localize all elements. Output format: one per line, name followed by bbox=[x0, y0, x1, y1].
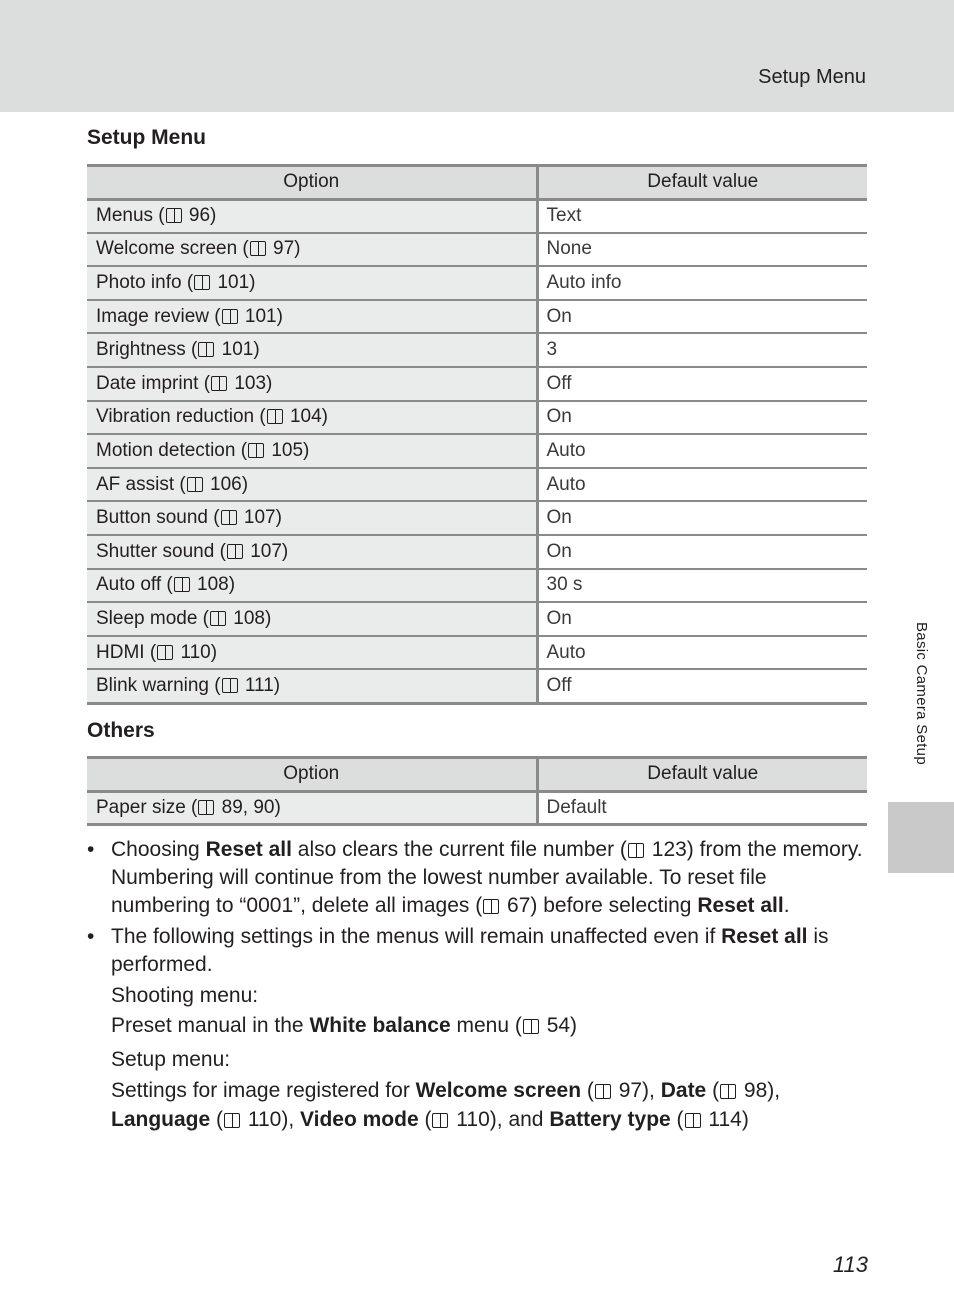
book-icon bbox=[210, 611, 226, 626]
table-row bbox=[87, 791, 867, 825]
page-reference: 108) bbox=[233, 608, 272, 630]
table-row bbox=[87, 300, 867, 334]
table-row bbox=[87, 636, 867, 670]
option-label: Shutter sound ( bbox=[96, 540, 226, 562]
welcome-screen-term: Welcome screen bbox=[415, 1079, 582, 1102]
book-icon bbox=[224, 1113, 240, 1128]
book-icon bbox=[222, 309, 238, 324]
option-label: Welcome screen ( bbox=[96, 238, 249, 260]
book-icon bbox=[483, 899, 499, 914]
book-icon bbox=[174, 577, 190, 592]
note-text: Choosing bbox=[111, 838, 206, 861]
table-row bbox=[87, 501, 867, 535]
option-cell bbox=[87, 300, 537, 334]
note-unaffected-settings bbox=[87, 923, 867, 979]
book-icon bbox=[198, 342, 214, 357]
default-value-cell: 30 s bbox=[537, 569, 867, 603]
page-reference: 97) bbox=[273, 238, 301, 260]
option-cell bbox=[87, 401, 537, 435]
option-cell bbox=[87, 602, 537, 636]
default-value-cell: Auto info bbox=[537, 266, 867, 300]
book-icon bbox=[523, 1019, 539, 1034]
book-icon bbox=[157, 645, 173, 660]
side-tab-marker bbox=[888, 802, 954, 873]
book-icon bbox=[267, 409, 283, 424]
option-label: AF assist ( bbox=[96, 473, 186, 495]
bullet: • bbox=[87, 838, 95, 861]
table-row bbox=[87, 199, 867, 233]
table-row bbox=[87, 401, 867, 435]
page-reference: 96) bbox=[188, 205, 217, 227]
book-icon bbox=[222, 678, 238, 693]
note-text: also clears the current file number ( bbox=[291, 838, 627, 861]
table-row bbox=[87, 468, 867, 502]
note-text: is performed. bbox=[111, 925, 829, 976]
page-reference: 101) bbox=[244, 305, 283, 327]
note-text: 67) before selecting bbox=[501, 894, 698, 917]
default-value-cell: On bbox=[537, 501, 867, 535]
column-header-option: Option bbox=[87, 166, 537, 200]
book-icon bbox=[248, 443, 264, 458]
default-value-cell: Off bbox=[537, 669, 867, 703]
option-label: Date imprint ( bbox=[96, 372, 211, 394]
option-cell bbox=[87, 434, 537, 468]
book-icon bbox=[187, 477, 203, 492]
option-label: Photo info ( bbox=[96, 272, 194, 294]
page-number: 113 bbox=[832, 1252, 868, 1277]
option-cell bbox=[87, 333, 537, 367]
default-value-cell: On bbox=[537, 401, 867, 435]
option-cell bbox=[87, 266, 537, 300]
setup-menu-note bbox=[87, 1046, 867, 1134]
option-label: HDMI ( bbox=[96, 641, 157, 663]
option-cell bbox=[87, 367, 537, 401]
table-header-row bbox=[87, 758, 867, 792]
battery-type-term: Battery type bbox=[549, 1108, 671, 1131]
video-mode-term: Video mode bbox=[300, 1108, 419, 1131]
option-cell bbox=[87, 468, 537, 502]
option-label: Motion detection ( bbox=[96, 440, 248, 462]
note-text: ( bbox=[670, 1108, 684, 1131]
option-cell bbox=[87, 535, 537, 569]
note-text: Preset manual in the bbox=[111, 1014, 310, 1037]
default-value-cell: Text bbox=[537, 199, 867, 233]
book-icon bbox=[720, 1084, 736, 1099]
book-icon bbox=[198, 800, 214, 815]
book-icon bbox=[221, 510, 237, 525]
option-label: Blink warning ( bbox=[96, 674, 221, 696]
option-cell bbox=[87, 669, 537, 703]
reset-all-term: Reset all bbox=[205, 838, 292, 861]
default-value-cell: On bbox=[537, 602, 867, 636]
option-label: Vibration reduction ( bbox=[96, 406, 266, 428]
page-reference: 101) bbox=[217, 272, 256, 294]
table-row bbox=[87, 333, 867, 367]
column-header-default-value: Default value bbox=[537, 758, 867, 792]
option-label: Button sound ( bbox=[96, 507, 220, 529]
note-text: ( bbox=[418, 1108, 432, 1131]
default-value-cell: Auto bbox=[537, 434, 867, 468]
note-text: ( bbox=[210, 1108, 224, 1131]
option-cell bbox=[87, 501, 537, 535]
book-icon bbox=[194, 275, 210, 290]
option-label: Auto off ( bbox=[96, 574, 173, 596]
default-value-cell: On bbox=[537, 535, 867, 569]
note-text: 110), and bbox=[450, 1108, 550, 1131]
setup-menu-table bbox=[87, 164, 867, 705]
note-text: menu ( bbox=[450, 1014, 522, 1037]
column-header-default-value: Default value bbox=[537, 166, 867, 200]
note-text: Settings for image registered for bbox=[111, 1079, 416, 1102]
book-icon bbox=[595, 1084, 611, 1099]
option-label: Sleep mode ( bbox=[96, 608, 210, 630]
default-value-cell: None bbox=[537, 233, 867, 267]
book-icon bbox=[227, 544, 243, 559]
note-reset-file-number bbox=[87, 836, 867, 920]
others-section-title: Others bbox=[87, 719, 155, 742]
header-title: Setup Menu bbox=[758, 66, 866, 88]
book-icon bbox=[166, 208, 182, 223]
default-value-cell: Auto bbox=[537, 468, 867, 502]
page-reference: 103) bbox=[234, 372, 273, 394]
option-cell bbox=[87, 233, 537, 267]
shooting-menu-note bbox=[87, 982, 867, 1040]
table-row bbox=[87, 367, 867, 401]
reset-all-term: Reset all bbox=[697, 894, 784, 917]
note-text: ( bbox=[706, 1079, 720, 1102]
setup-menu-detail bbox=[111, 1076, 867, 1134]
side-tab-label: Basic Camera Setup bbox=[913, 622, 930, 765]
option-cell bbox=[87, 636, 537, 670]
shooting-menu-detail bbox=[111, 1012, 867, 1040]
notes bbox=[87, 836, 867, 1134]
page-reference: 105) bbox=[271, 440, 310, 462]
default-value-cell: 3 bbox=[537, 333, 867, 367]
option-label: Image review ( bbox=[96, 305, 221, 327]
page-reference: 108) bbox=[197, 574, 236, 596]
table-row bbox=[87, 434, 867, 468]
language-term: Language bbox=[111, 1108, 211, 1131]
setup-section-title: Setup Menu bbox=[87, 126, 206, 149]
option-cell bbox=[87, 199, 537, 233]
note-text: 114) bbox=[702, 1108, 749, 1131]
option-label: Menus ( bbox=[96, 205, 165, 227]
page-reference: 111) bbox=[244, 674, 281, 696]
table-row bbox=[87, 602, 867, 636]
white-balance-term: White balance bbox=[309, 1014, 451, 1037]
page-reference: 104) bbox=[289, 406, 329, 428]
note-text: 97), bbox=[612, 1079, 661, 1102]
table-row bbox=[87, 569, 867, 603]
note-text: 110), bbox=[242, 1108, 300, 1131]
page-reference: 89, 90) bbox=[221, 796, 281, 818]
book-icon bbox=[628, 843, 644, 858]
note-text: . bbox=[783, 894, 790, 917]
table-row bbox=[87, 233, 867, 267]
others-table bbox=[87, 756, 867, 826]
option-label: Paper size ( bbox=[96, 796, 198, 818]
book-icon bbox=[250, 241, 266, 256]
column-header-option: Option bbox=[87, 758, 537, 792]
setup-menu-heading: Setup menu: bbox=[111, 1048, 231, 1071]
default-value-cell: Default bbox=[537, 791, 867, 825]
default-value-cell: Auto bbox=[537, 636, 867, 670]
table-header-row bbox=[87, 166, 867, 200]
page-reference: 101) bbox=[221, 339, 260, 361]
note-text: The following settings in the menus will remain unaffected even if bbox=[111, 925, 722, 948]
reset-all-term: Reset all bbox=[721, 925, 808, 948]
option-cell bbox=[87, 569, 537, 603]
book-icon bbox=[685, 1113, 701, 1128]
page-reference: 107) bbox=[250, 540, 289, 562]
table-row bbox=[87, 669, 867, 703]
shooting-menu-heading: Shooting menu: bbox=[111, 984, 259, 1007]
book-icon bbox=[211, 376, 227, 391]
option-label: Brightness ( bbox=[96, 339, 198, 361]
page-reference: 107) bbox=[243, 507, 282, 529]
option-cell bbox=[87, 791, 537, 825]
default-value-cell: Off bbox=[537, 367, 867, 401]
table-row bbox=[87, 535, 867, 569]
table-row bbox=[87, 266, 867, 300]
page-reference: 110) bbox=[180, 641, 218, 663]
note-text: 123) from the memory. Numbering will continue from the lowest number available. To reset file numbering to “0001”, delete all images ( bbox=[111, 838, 863, 917]
default-value-cell: On bbox=[537, 300, 867, 334]
bullet: • bbox=[87, 925, 95, 948]
note-text: 98), bbox=[738, 1079, 781, 1102]
note-text: 54) bbox=[540, 1014, 578, 1037]
note-text: ( bbox=[581, 1079, 594, 1102]
book-icon bbox=[432, 1113, 448, 1128]
page-reference: 106) bbox=[210, 473, 249, 495]
date-term: Date bbox=[660, 1079, 707, 1102]
header-band bbox=[0, 0, 954, 112]
